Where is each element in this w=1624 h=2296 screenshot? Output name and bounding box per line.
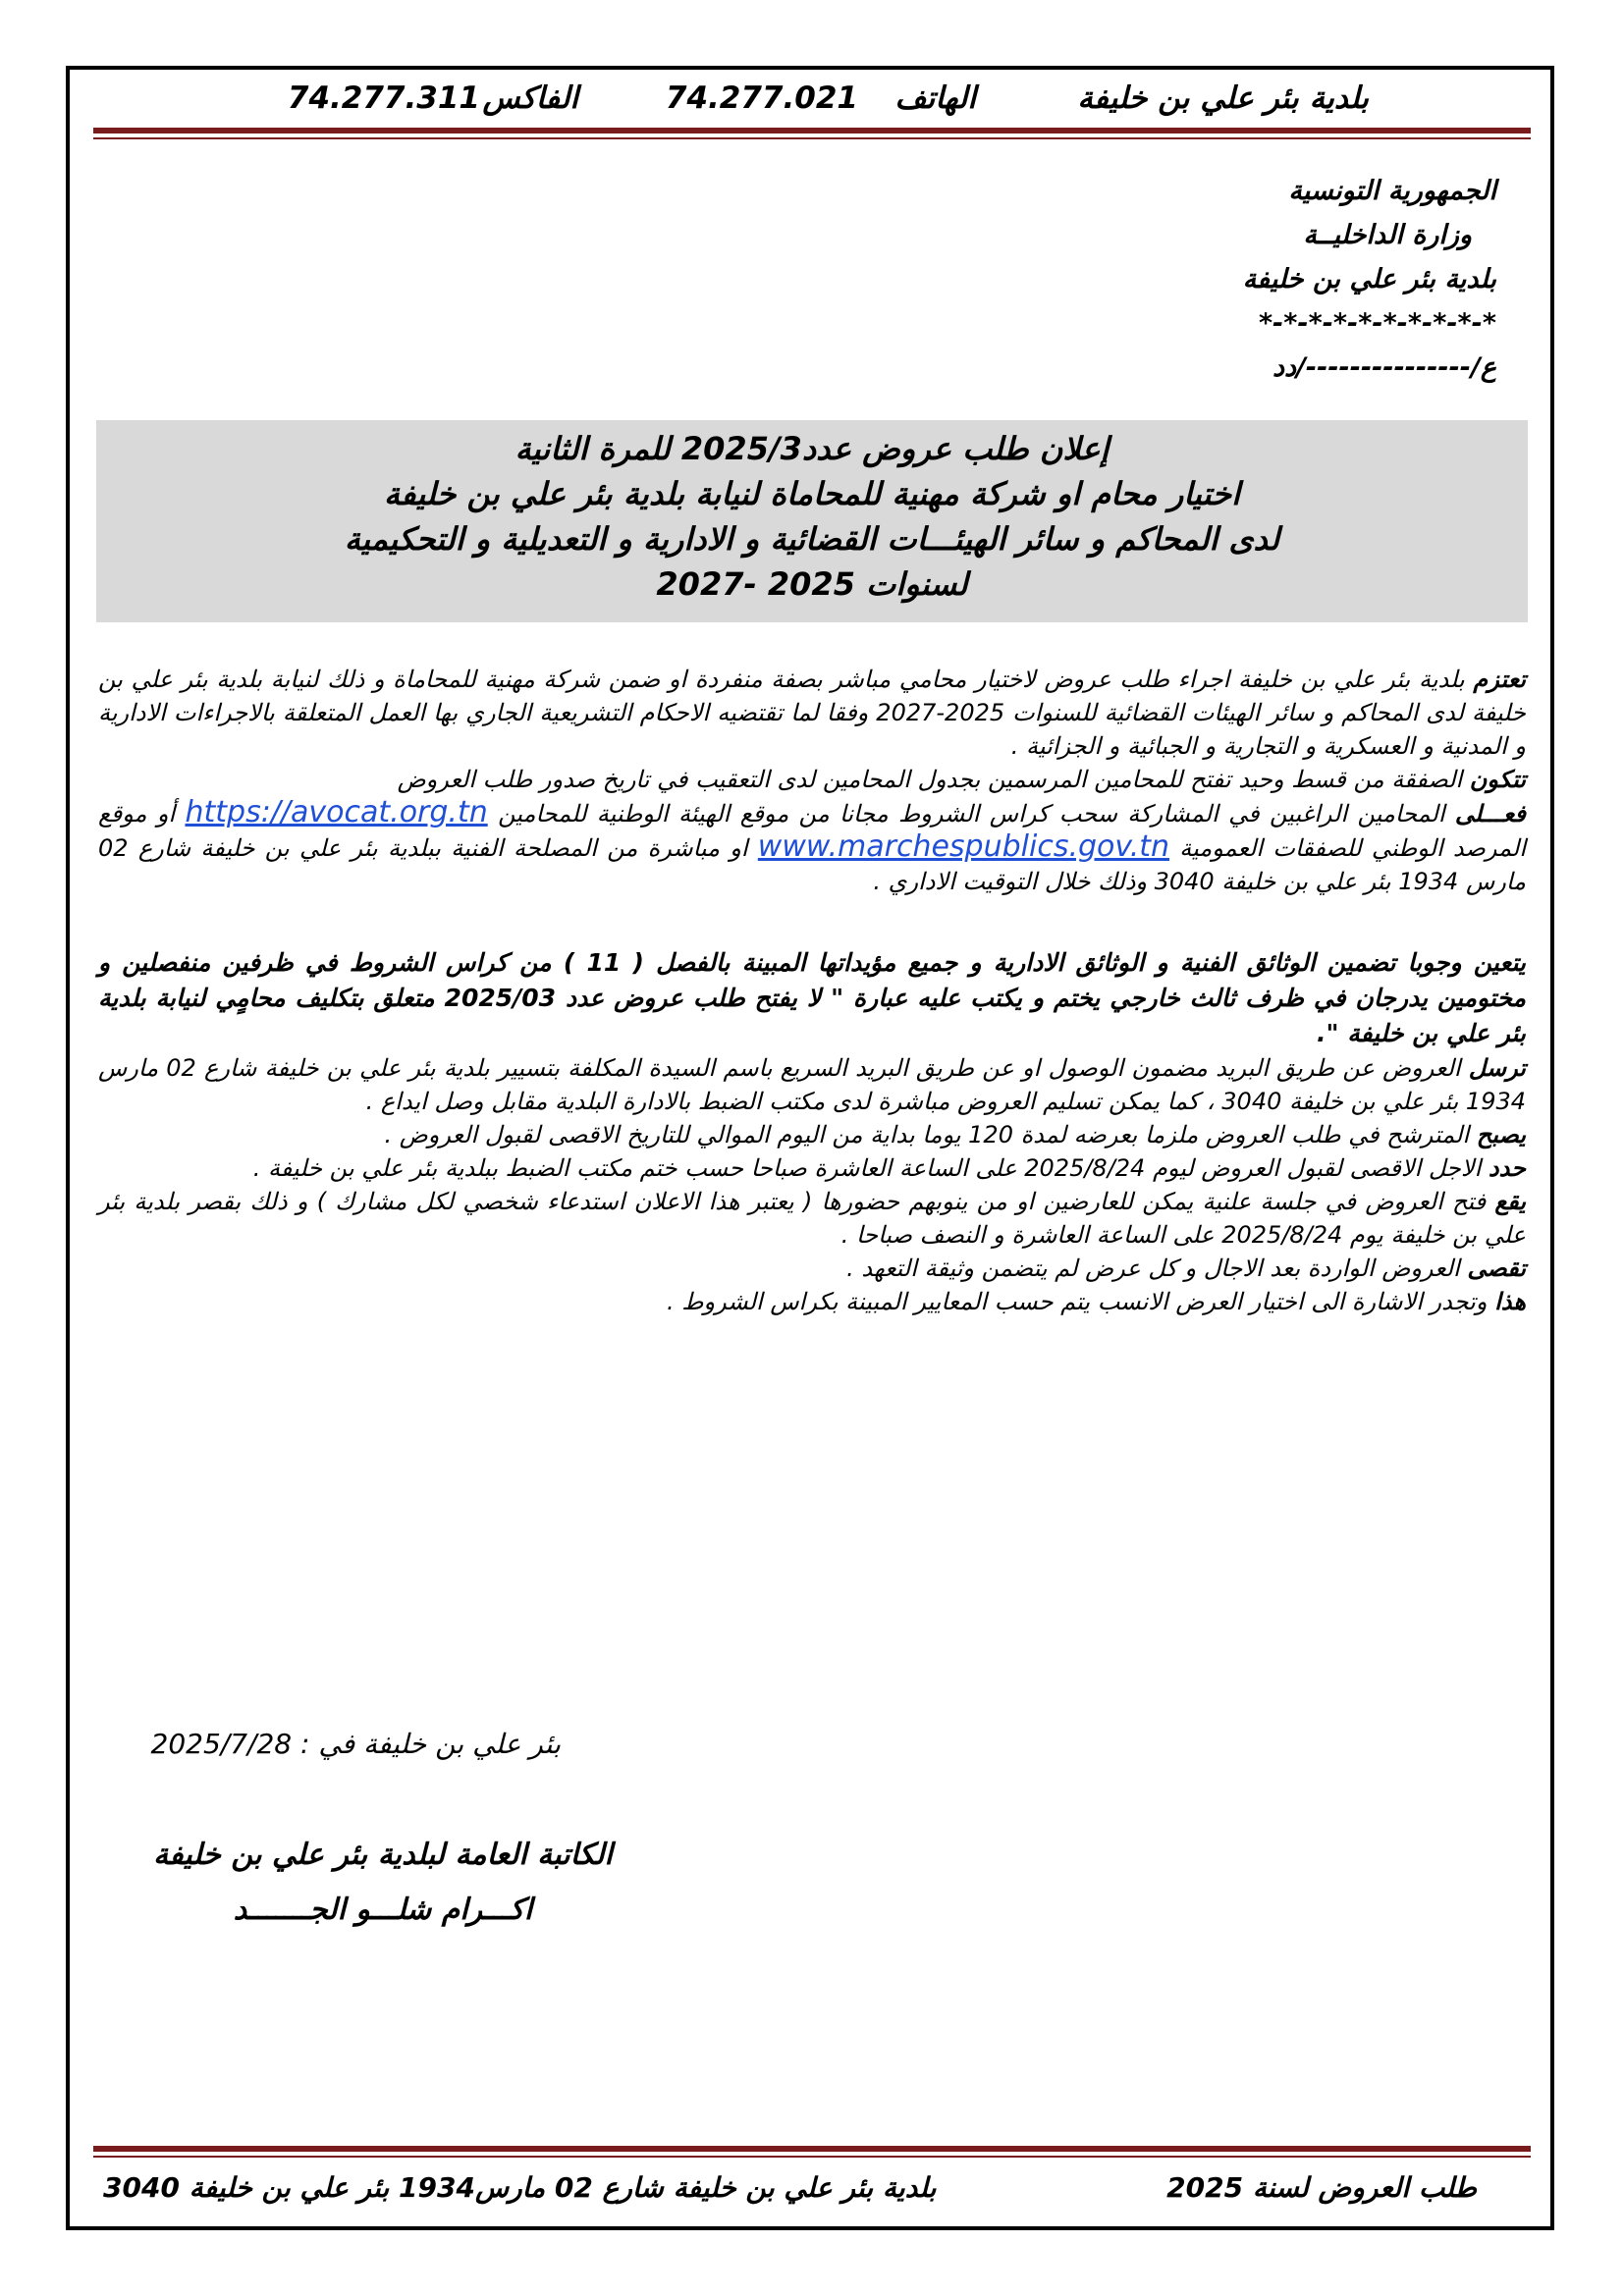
paragraph-download (98, 796, 1526, 898)
title-line-3: لدى المحاكم و سائر الهيئـــات القضائية و الادارية و التعديلية و التحكيمية (344, 520, 1280, 558)
footer-rule-thin (93, 2156, 1531, 2158)
header-municipality: بلدية بئر علي بن خليفة (1077, 80, 1369, 116)
issue-date: بئر علي بن خليفة في : 2025/7/28 (150, 1728, 561, 1760)
lead-word: يقع (1494, 1188, 1526, 1215)
lead-word: فعـــلى (1454, 800, 1526, 828)
link-marchespublics[interactable]: www.marchespublics.gov.tn (757, 829, 1170, 864)
paragraph-lot (98, 763, 1526, 796)
link-avocat[interactable]: https://avocat.org.tn (185, 795, 488, 829)
page-header (88, 80, 1536, 124)
paragraph-validity (98, 1118, 1526, 1151)
authority-block (986, 169, 1496, 390)
header-phone-label: الهاتف (894, 80, 976, 116)
paragraph-text: العروض الواردة بعد الاجال و كل عرض لم يتضمن وثيقة التعهد . (846, 1255, 1468, 1282)
paragraph-text: او مباشرة من المصلحة الفنية ببلدية بئر علي بن خليفة شارع 02 مارس 1934 بئر علي بن خليفة 3040 وذلك خلال التوقيت الاداري . (98, 834, 1526, 895)
lead-word: تعتزم (1473, 666, 1526, 693)
page-footer (88, 2171, 1536, 2211)
title-line-2: اختيار محام او شركة مهنية للمحاماة لنيابة بلدية بئر علي بن خليفة (383, 475, 1240, 512)
lead-word: يصبح (1476, 1121, 1526, 1148)
paragraph-text: وتجدر الاشارة الى اختيار العرض الانسب يتم حسب المعايير المبينة بكراس الشروط . (667, 1288, 1495, 1315)
paragraph-text: الصفقة من قسط وحيد تفتح للمحامين المرسمين بجدول المحامين لدى التعقيب في تاريخ صدور طلب العروض (397, 766, 1470, 793)
lead-word: ترسل (1468, 1054, 1526, 1082)
title-line-4: لسنوات 2025 -2027 (656, 565, 968, 603)
announcement-body (98, 663, 1526, 1318)
signature-block (108, 1828, 658, 1938)
header-fax: 74.277.311 (287, 80, 480, 116)
paragraph-text: بلدية بئر علي بن خليفة اجراء طلب عروض لاختيار محامي مباشر بصفة منفردة او ضمن شركة مهنية للمحاماة و ذلك لنيابة بلدية بئر علي بن خليفة لدى المحاكم و سائر الهيئات القضائية للسنوات 2025-2027 وفقا لما تقتضيه الاحكام التشريعية الجاري بها العمل المتعلقة بالاجراءات الادارية و المدنية و العسكرية و التجارية و الجبائية و الجزائية . (98, 666, 1526, 760)
paragraph-opening (98, 1185, 1526, 1252)
paragraph-envelope: يتعين وجوبا تضمين الوثائق الفنية و الوثائق الادارية و جميع مؤيداتها المبينة بالفصل ( 11 ) من كراس الشروط في ظرفين منفصلين و مختومين يدرجان في ظرف ثالث خارجي يختم و يكتب عليه عبارة " لا يفتح طلب عروض عدد 2025/03 متعلق بتكليف محامٍي لنيابة بلدية بئر علي بن خليفة ". (98, 948, 1526, 1047)
paragraph-text: أو موقع المرصد الوطني للصفقات العمومية (98, 800, 1526, 862)
ministry-name: وزارة الداخليــة (1303, 220, 1472, 250)
paragraph-deadline (98, 1151, 1526, 1185)
paragraph-text: المحامين الراغبين في المشاركة سحب كراس الشروط مجانا من موقع الهيئة الوطنية للمحامين (498, 800, 1455, 828)
paragraph-intent (98, 663, 1526, 763)
header-fax-label: الفاكس (482, 80, 578, 116)
paragraph-text: المترشح في طلب العروض ملزما بعرضه لمدة 120 يوما بداية من اليوم الموالي للتاريخ الاقصى لقبول العروض . (384, 1121, 1477, 1148)
paragraph-text: فتح العروض في جلسة علنية يمكن للعارضين او من ينوبهم حضورها ( يعتبر هذا الاعلان استدعاء شخصي لكل مشارك ) و ذلك بقصر بلدية بئر علي بن خليفة يوم 2025/8/24 على الساعة العاشرة و النصف صباحا . (98, 1188, 1526, 1249)
paragraph-send (98, 1051, 1526, 1118)
paragraph-text: العروض عن طريق البريد مضمون الوصول او عن طريق البريد السريع باسم السيدة المكلفة بتسيير بلدية بئر علي بن خليفة شارع 02 مارس 1934 بئر علي بن خليفة 3040 ، كما يمكن تسليم العروض مباشرة لدى مكتب الضبط بالادارة البلدية مقابل وصل ايداع . (98, 1054, 1526, 1115)
paragraph-exclusion (98, 1252, 1526, 1285)
paragraph-text: الاجل الاقصى لقبول العروض ليوم 2025/8/24 على الساعة العاشرة صباحا حسب ختم مكتب الضبط ببلدية بئر علي بن خليفة . (252, 1154, 1489, 1182)
lead-word: تقصى (1467, 1255, 1526, 1282)
reference-number: ع/---------------/دد (1272, 352, 1496, 383)
authority-municipality: بلدية بئر علي بن خليفة (1242, 264, 1496, 294)
footer-address: بلدية بئر علي بن خليفة شارع 02 مارس1934 بئر علي بن خليفة 3040 (103, 2171, 937, 2204)
lead-word: تتكون (1469, 766, 1526, 793)
header-phone: 74.277.021 (665, 80, 858, 116)
republic-name: الجمهورية التونسية (1288, 176, 1496, 206)
stars-divider: *-*-*-*-*-*-*-*-*-* (1258, 308, 1496, 339)
signatory-name: اكـــرام شلـــو الجـــــــد (233, 1893, 533, 1927)
lead-word: هذا (1494, 1288, 1526, 1315)
announcement-title (96, 420, 1528, 622)
title-line-1: إعلان طلب عروض عدد2025/3 للمرة الثانية (514, 430, 1110, 467)
footer-rule (93, 2146, 1531, 2152)
footer-tender-year: طلب العروض لسنة 2025 (1166, 2171, 1477, 2204)
lead-word: حدد (1488, 1154, 1526, 1182)
signatory-title: الكاتبة العامة لبلدية بئر علي بن خليفة (153, 1838, 613, 1872)
paragraph-criteria (98, 1285, 1526, 1318)
header-rule (93, 128, 1531, 133)
header-rule-thin (93, 137, 1531, 139)
